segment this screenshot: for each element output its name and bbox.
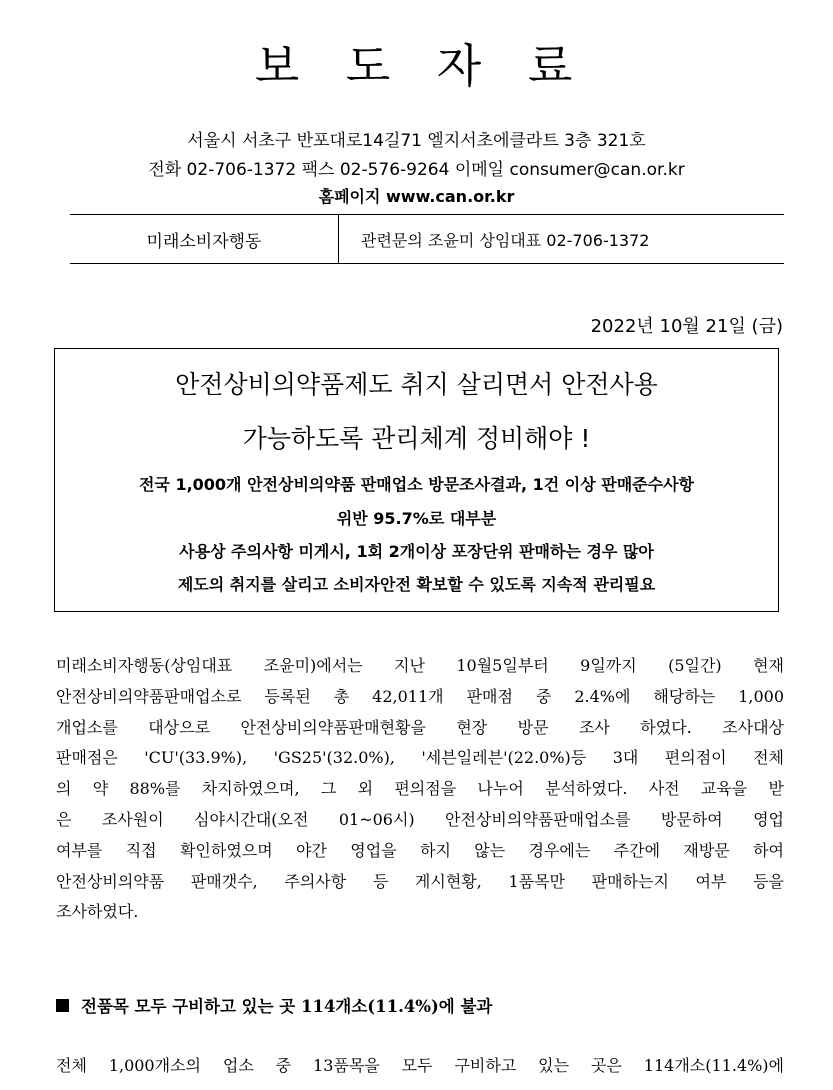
address: 서울시 서초구 반포대로14길71 엘지서초에클라트 3층 321호 [187, 131, 646, 151]
body-line: 조사하였다. [56, 902, 139, 922]
body-line: 개업소를 대상으로 안전상비의약품판매현황을 현장 방문 조사 하였다. 조사대상 [56, 717, 784, 737]
subheadline-3: 사용상 주의사항 미게시, 1회 2개이상 포장단위 판매하는 경우 많아 [179, 542, 654, 561]
body-line: 은 조사원이 심야시간대(오전 01~06시) 안전상비의약품판매업소를 방문하여 영업 [56, 809, 784, 829]
subheadline-2: 위반 95.7%로 대부분 [336, 509, 497, 528]
body-line: 의 약 88%를 차지하였으며, 그 외 편의점을 나누어 분석하였다. 사전 교육을 받 [56, 779, 784, 799]
inquiry-contact: 관련문의 조윤미 상임대표 02-706-1372 [361, 230, 650, 250]
body-line: 미래소비자행동(상임대표 조윤미)에서는 지난 10월5일부터 9일까지 (5일간) 현재 [56, 656, 784, 675]
organization-name: 미래소비자행동 [70, 215, 339, 263]
release-date: 2022년 10월 21일 (금) [590, 316, 783, 337]
section-heading-text: 전품목 모두 구비하고 있는 곳 114개소(11.4%)에 불과 [81, 997, 493, 1016]
section-heading [56, 993, 492, 1017]
headline-box [54, 348, 779, 612]
body-line: 안전상비의약품 판매갯수, 주의사항 등 게시현황, 1품목만 판매하는지 여부 등을 [56, 871, 784, 891]
homepage: 홈페이지 www.can.or.kr [318, 187, 515, 206]
body-line: 안전상비의약품판매업소로 등록된 총 42,011개 판매점 중 2.4%에 해당하는 1,000 [56, 686, 784, 706]
contact-line: 전화 02-706-1372 팩스 02-576-9264 이메일 consumer@can.or.kr [148, 160, 685, 180]
square-bullet-icon [56, 999, 69, 1012]
body-paragraph [56, 651, 784, 928]
subheadline-4: 제도의 취지를 살리고 소비자안전 확보할 수 있도록 지속적 관리필요 [177, 575, 656, 594]
body-line: 판매점은 'CU'(33.9%), 'GS25'(32.0%), '세븐일레븐'(22.0%)등 3대 편의점이 전체 [56, 748, 784, 768]
subheadline-1: 전국 1,000개 안전상비의약품 판매업소 방문조사결과, 1건 이상 판매준수사항 [138, 475, 695, 494]
headline-line-2: 가능하도록 관리체계 정비해야 ! [242, 424, 591, 453]
body-line: 여부를 직접 확인하였으며 야간 영업을 하지 않는 경우에는 주간에 재방문 하여 [56, 840, 784, 860]
document-title: 보 도 자 료 [254, 39, 579, 93]
info-table [70, 214, 784, 264]
section-text: 전체 1,000개소의 업소 중 13품목을 모두 구비하고 있는 곳은 114개소(11.4%)에 [56, 1056, 784, 1075]
headline-line-1: 안전상비의약품제도 취지 살리면서 안전사용 [175, 370, 658, 399]
